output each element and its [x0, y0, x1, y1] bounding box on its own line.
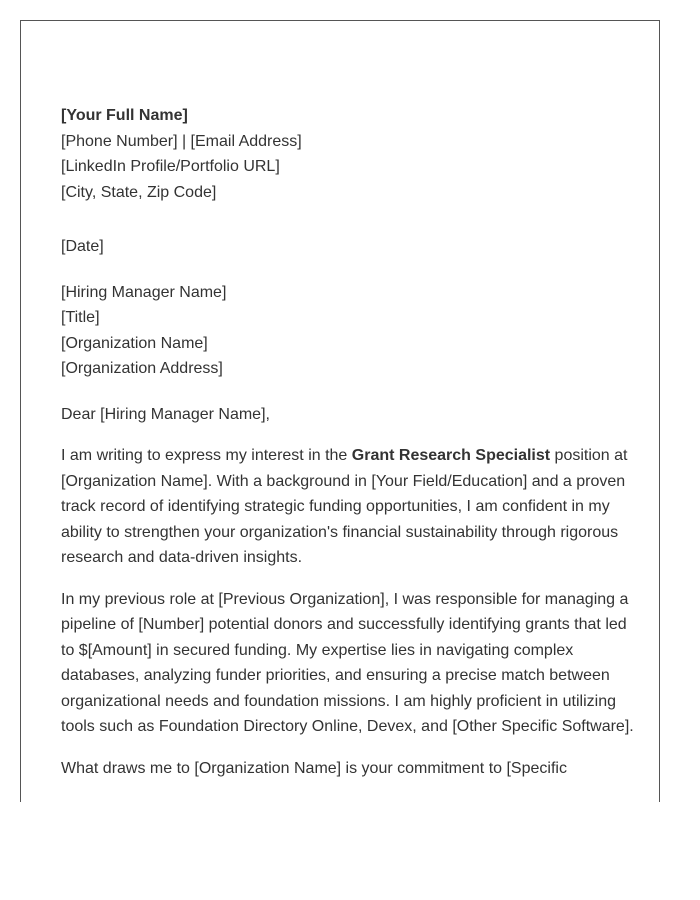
salutation: Dear [Hiring Manager Name], [61, 405, 270, 423]
recipient-block [61, 280, 636, 382]
recipient-organization: [Organization Name] [61, 334, 208, 352]
recipient-title: [Title] [61, 309, 100, 326]
paragraph-motivation: What draws me to [Organization Name] is your commitment to [Specific [61, 759, 567, 777]
letter-page [20, 20, 660, 802]
sender-block [61, 103, 636, 205]
letter-body [61, 103, 636, 781]
recipient-manager: [Hiring Manager Name] [61, 283, 227, 301]
recipient-address: [Organization Address] [61, 360, 223, 377]
sender-profile: [LinkedIn Profile/Portfolio URL] [61, 158, 280, 175]
letter-date: [Date] [61, 238, 104, 255]
paragraph-intro [61, 443, 636, 571]
sender-name: [Your Full Name] [61, 107, 188, 124]
paragraph-experience: In my previous role at [Previous Organization], I was responsible for managing a pipeline of [Number] potential donors and successfully identifying grants that led to $[Amount] in secured funding. My expertise lies in navigating complex databases, analyzing funder priorities, and ensuring a precise match between organizational needs and foundation missions. I am highly proficient in utilizing tools such as Foundation Directory Online, Devex, and [Other Specific Software]. [61, 590, 634, 735]
paragraph-intro-end: position at [Organization Name]. With a background in [Your Field/Education] and a proven track record of identifying strategic funding opportunities, I am confident in my ability to strengthen your organization's financial sustainability through rigorous research and data-driven insights. [61, 447, 628, 566]
sender-contact: [Phone Number] | [Email Address] [61, 132, 302, 150]
sender-location: [City, State, Zip Code] [61, 183, 217, 201]
paragraph-intro-start: I am writing to express my interest in the [61, 447, 352, 464]
position-title: Grant Research Specialist [351, 447, 551, 464]
